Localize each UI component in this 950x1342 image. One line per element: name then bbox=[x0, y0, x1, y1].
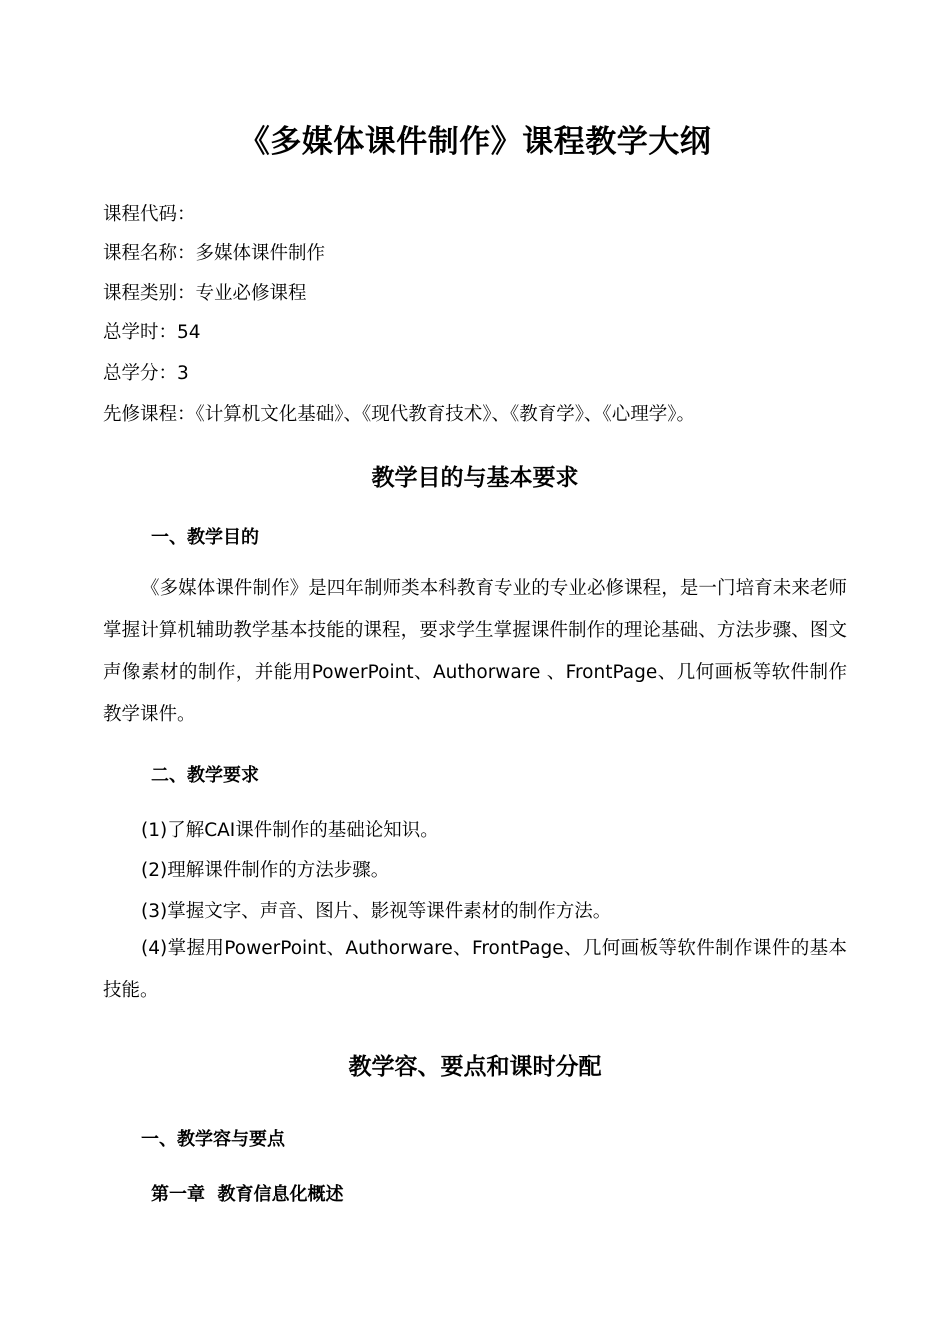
section-title-content: 教学容、要点和课时分配 bbox=[348, 1054, 602, 1080]
heading-teaching-requirements: 二、教学要求 bbox=[151, 765, 259, 786]
prerequisites: 先修课程：《计算机文化基础》、《现代教育技术》、《教育学》、《心理学》。 bbox=[103, 404, 696, 425]
heading-teaching-purpose: 一、教学目的 bbox=[151, 527, 259, 548]
chapter-heading: 第一章 教育信息化概述 bbox=[151, 1184, 344, 1205]
section-title-objectives: 教学目的与基本要求 bbox=[371, 465, 579, 491]
requirement-item: (1)了解CAI课件制作的基础论知识。 bbox=[141, 820, 439, 841]
heading-content-points: 一、教学容与要点 bbox=[141, 1129, 285, 1150]
course-code: 课程代码： bbox=[103, 204, 196, 225]
course-type: 课程类别：专业必修课程 bbox=[103, 283, 307, 304]
requirement-item: (2)理解课件制作的方法步骤。 bbox=[141, 860, 390, 881]
document-title: 《多媒体课件制作》课程教学大纲 bbox=[238, 124, 712, 160]
teaching-purpose-paragraph: 《多媒体课件制作》是四年制师类本科教育专业的专业必修课程，是一门培育未来老师掌握计算机辅助教学基本技能的课程，要求学生掌握课件制作的理论基础、方法步骤、图文声像素材的制作，并能用PowerPoint、Authorware 、FrontPage、几何画板等软件制作教学课件。 bbox=[103, 578, 847, 725]
total-credits: 总学分：3 bbox=[103, 363, 189, 384]
total-hours: 总学时：54 bbox=[103, 322, 201, 343]
requirement-item: (3)掌握文字、声音、图片、影视等课件素材的制作方法。 bbox=[141, 901, 612, 922]
course-name: 课程名称：多媒体课件制作 bbox=[103, 243, 326, 264]
requirement-item: (4)掌握用PowerPoint、Authorware、FrontPage、几何画板等软件制作课件的基本技能。 bbox=[103, 938, 847, 1001]
